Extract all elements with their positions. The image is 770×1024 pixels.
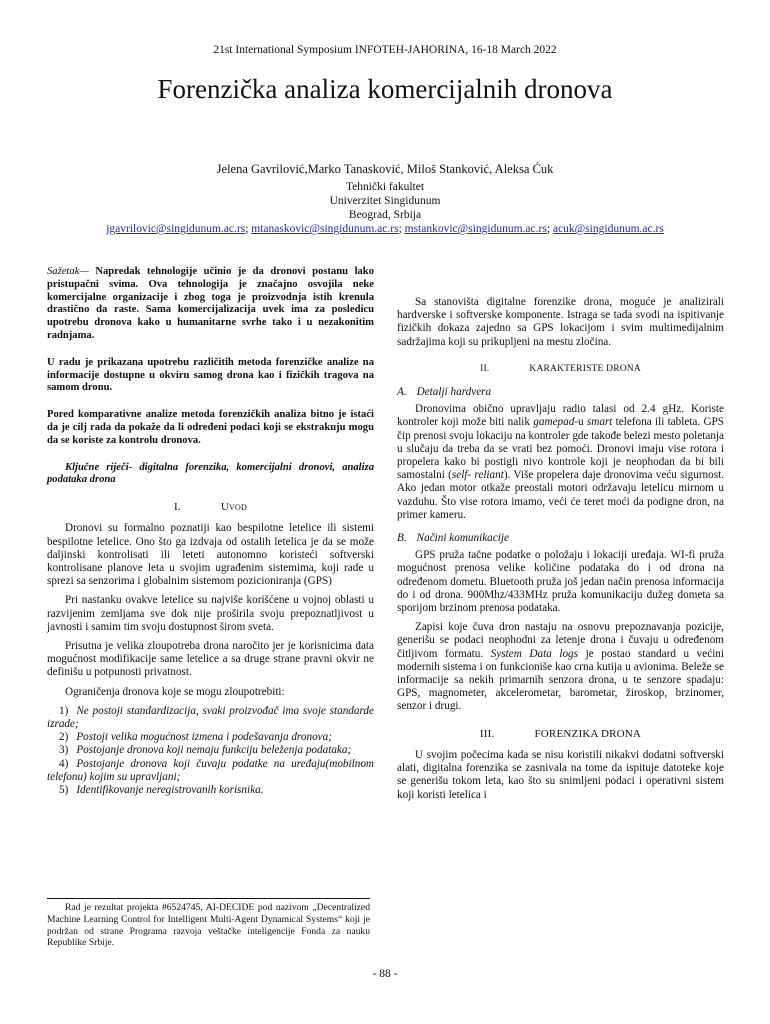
body-paragraph: Pri nastanku ovakve letelice su najviše korišćene u vojnoj oblasti u razvijenim zemljama sve dok nije proširila svoju prepoznatljivost u javnosti i samim tim svoju dostupnost širom sveta. — [47, 594, 374, 633]
conference-header: 21st International Symposium INFOTEH-JAHORINA, 16-18 March 2022 — [213, 44, 557, 56]
list-item: 5) Identifikovanje neregistrovanih korisnika. — [59, 784, 264, 797]
body-paragraph: Prisutna je velika zloupotreba drona naročito jer je korisnicima data mogućnost modifikacije same letelice a sa druge strane pravni okvir ne definišu u potpunosti privatnost. — [47, 639, 374, 679]
email-link[interactable]: jgavrilovic@singidunum.ac.rs — [106, 223, 246, 235]
email-separator: ; — [245, 223, 249, 235]
affiliation-line: Tehnički fakultet — [345, 181, 425, 193]
section-heading-forenzika: III. FORENZIKA DRONA — [479, 727, 642, 740]
email-separator: ; — [546, 223, 551, 235]
affiliation-line: Univerzitet Singidunum — [329, 195, 441, 207]
body-paragraph: GPS pruža tačne podatke o položaju i lokaciji uređaja. WI-fi pruža mogućnost prenosa velike količine podataka do i od drona na određenom dometu. Bluetooth pruža još jedan način prenosa informacija do i od drona. 900Mhz/433MHz pruža komunikaciju dužeg dometa sa sporijom brzinom prenosa podataka. — [397, 549, 724, 615]
paper-title: Forenzička analiza komercijalnih dronova — [157, 74, 613, 104]
email-separator: ; — [398, 223, 402, 235]
subsection-heading-hardware: A. Detalji hardvera — [397, 386, 492, 399]
affiliation-line: Beograd, Srbija — [348, 209, 422, 221]
email-link[interactable]: acuk@singidunum.ac.rs — [552, 223, 664, 235]
subsection-heading-communication: B. Načini komunikacije — [397, 532, 509, 545]
list-item: 2) Postoji velika mogućnost izmena i podešavanja dronova; — [59, 731, 332, 744]
affiliation — [0, 180, 770, 222]
abstract-label: Sažetak— — [47, 266, 89, 277]
keywords: Ključne riječi- digitalna forenzika, komercijalni dronovi, analiza podataka drona — [47, 461, 374, 486]
body-paragraph: U svojim počecima kada se nisu koristili nikakvi dodatni softverski alati, digitalna forenzika se zasnivala na tome da ispituje datoteke koje se generišu tokom leta, kao što su snimljeni podaci i operativni sistem koji koristi letelica i — [397, 748, 724, 801]
footnote: Rad je rezultat projekta #6524745, AI-DECIDE pod nazivom „Decentralized Machine Learning Control for Intelligent Multi-Agent Dynamical Systems“ koji je podržan od strane Programa razvoja veštačke inteligencije Fonda za nauku Republike Srbije. — [47, 902, 370, 949]
list-item: 3) Postojanje dronova koji nemaju funkciju beleženja podataka; — [59, 744, 352, 757]
page-number: - 88 - — [372, 968, 398, 980]
email-link[interactable]: mtanaskovic@singidunum.ac.rs — [251, 223, 399, 235]
list-item: 4) Postojanje dronova koji čuvaju podatke na uređaju(mobilnom telefonu) kojim su upravljani; — [47, 757, 374, 783]
abstract-paragraph: Pored komparativne analize metoda forenzičkih analiza bitno je istaći da je cilj rada da pokaže da li određeni podaci koji se ekstrakuju mogu da se koriste za kontrolu dronova. — [47, 409, 374, 446]
author-list: Jelena Gavrilović,Marko Tanasković, Miloš Stanković, Aleksa Ćuk — [216, 162, 554, 176]
body-paragraph: Zapisi koje čuva dron nastaju na osnovu prepoznavanja pozicije, generišu se podaci neophodni za letenje drona i čuvaju u određenom čitljivom formatu. System Data logs je postao standard u većini modernih sistema i on funkcioniše kao crna kutija u avionima. Beleže se informacije sa nekih primarnih senzora drona, u te senzore spadaju: GPS, magnometer, akcelerometar, barometar, žiroskop, brzinomer, senzor i drugi. — [397, 621, 725, 713]
section-heading-intro: I. Uvod — [174, 501, 247, 514]
abstract-paragraph: Sažetak— Napredak tehnologije učinio je da dronovi postanu lako pristupačni svima. Ova tehnologija je značajno osvojila neke komercijalne organizacije i zbog toga je proizvodnja istih krenula drastično da raste. Sama komercijalizacija uvek ima za posledicu upotrebu dronova kako u humanitarne svrhe tako i u nezakonitim radnjama. — [47, 266, 374, 341]
footnote-divider — [47, 898, 370, 899]
section-heading-karakteristike: II. KARAKTERISTE DRONA — [480, 363, 641, 374]
body-paragraph: Sa stanovišta digitalne forenzike drona, moguće je analizirali hardverske i softverske komponente. Istraga se tada svodi na ispitivanje fizičkih dokaza zajedno sa GPS lokacijom i svim multimedijalnim sadržajima koji su prikupljeni na mestu zločina. — [397, 296, 724, 348]
body-paragraph: Ograničenja dronova koje se mogu zloupotrebiti: — [65, 685, 285, 698]
list-item: 1) Ne postoji standardizacija, svaki proizvođač ima svoje standarde izrade; — [47, 704, 374, 730]
left-column — [47, 266, 374, 797]
abstract-paragraph: U radu je prikazana upotrebu različitih metoda forenzičke analize na informacije dostupne u okviru samog drona kao i fizičkih tragova na samom dronu. — [47, 356, 374, 394]
email-link[interactable]: mstankovic@singidunum.ac.rs — [404, 223, 547, 235]
body-paragraph: Dronovima obično upravljaju radio talasi od 2.4 gHz. Koriste kontroler koji može biti nalik gamepad-u smart telefona ili tableta. GPS čip prenosi svoju lokaciju na kontroler gde takođe belezi mesto poletanja u slučaju da treba da se vrati bez pomoći. Dronovi imaju vise rotora i propelera kako bi postigli nivo kontrole koji je neophodan da bi bili samostalni (self- reliant). Više propelera daje dronovima veću sigurnost. Ako jedan motor otkaže preostali motori održavaju letelicu mirnom u vazduhu. Što vise rotora imamo, veći će teret moći da podigne dron, na primer kameru. — [397, 403, 724, 521]
email-list — [0, 223, 770, 235]
right-column — [397, 296, 724, 808]
body-paragraph: Dronovi su formalno poznatiji kao bespilotne letelice ili sistemi bespilotne letelice. Ono što ga izdvaja od ostalih letelica je da se može daljinski kontrolisati ili leteti autonomno koristeći softverski kontrolisane planove leta u svojim ugrađenim sistemima, koji rade u sprezi sa senzorima i globalnim sistemom pozicioniranja (GPS) — [47, 522, 374, 588]
